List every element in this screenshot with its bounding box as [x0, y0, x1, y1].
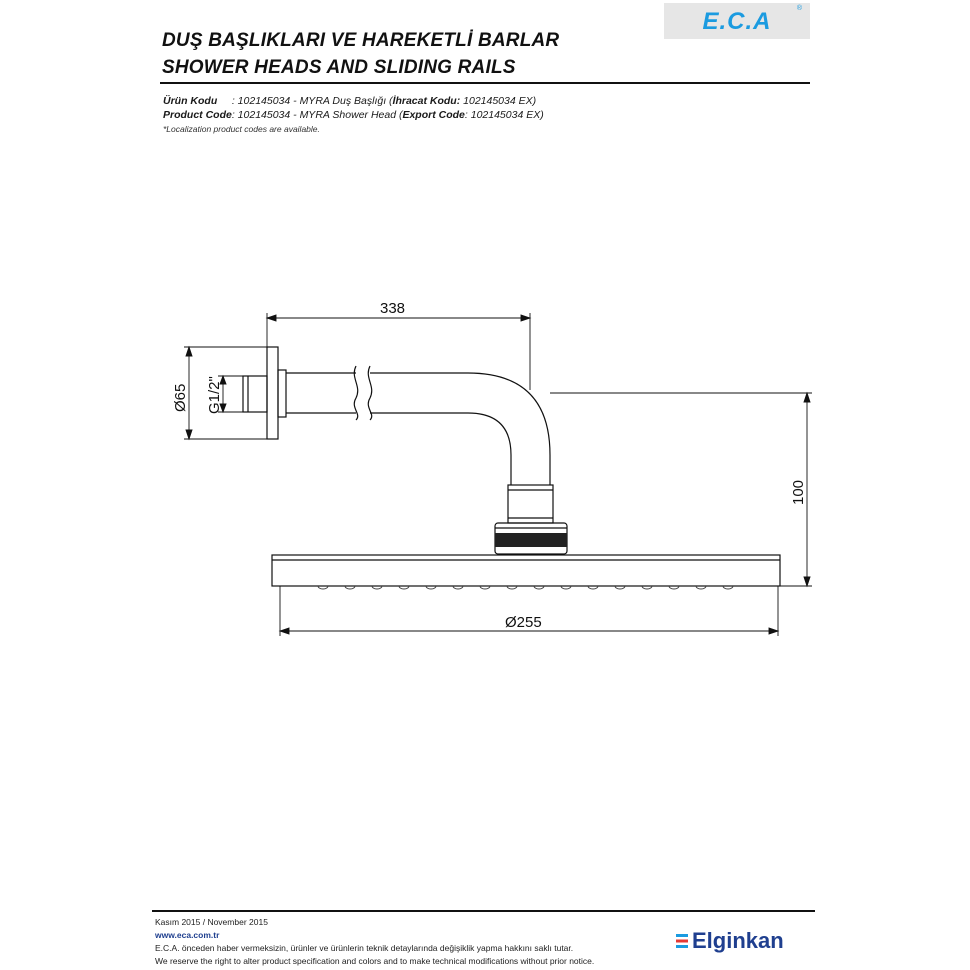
product-code-tr-label: Ürün Kodu — [163, 95, 218, 107]
elginkan-logo — [676, 928, 784, 955]
localization-note: *Localization product codes are available. — [163, 124, 320, 134]
dim-65-label: Ø65 — [172, 383, 189, 412]
thread-connector — [243, 376, 267, 412]
wall-flange — [267, 347, 278, 439]
title-english: SHOWER HEADS AND SLIDING RAILS — [162, 57, 516, 78]
dim-255-label: Ø255 — [505, 614, 542, 631]
export-code-en-value: : 102145034 EX) — [464, 109, 544, 121]
product-code-en-value: : 102145034 - MYRA Shower Head ( — [231, 109, 403, 121]
dim-338-label: 338 — [380, 300, 406, 317]
disclaimer-tr: E.C.A. önceden haber vermeksizin, ürünler ve ürünlerin teknik detaylarında değişiklik yapma hakkını saklı tutar. — [155, 943, 574, 953]
arm-collar — [278, 370, 286, 417]
break-mark — [354, 366, 357, 420]
elginkan-mark-icon — [676, 929, 688, 955]
dim-100-label: 100 — [790, 479, 807, 505]
title-turkish: DUŞ BAŞLIKLARI VE HAREKETLİ BARLAR — [162, 30, 560, 51]
export-code-en-label: Export Code — [402, 109, 465, 121]
joint-band — [495, 533, 567, 547]
elginkan-text: Elginkan — [692, 928, 784, 953]
footer-date: Kasım 2015 / November 2015 — [155, 917, 268, 927]
registered-mark: ® — [796, 5, 802, 12]
footer-rule — [152, 910, 815, 912]
disclaimer-en: We reserve the right to alter product specification and colors and to make technical modifications without prior notice. — [155, 956, 595, 966]
arm-bend — [468, 373, 550, 485]
export-code-tr-value: 102145034 EX) — [460, 95, 537, 107]
dim-thread-label: G1/2" — [206, 376, 223, 414]
website-link[interactable]: www.eca.com.tr — [155, 930, 220, 940]
product-code-en-label: Product Code — [163, 109, 232, 121]
product-code-tr-value: : 102145034 - MYRA Duş Başlığı ( — [231, 95, 393, 107]
eca-logo-text: E.C.A — [702, 8, 772, 35]
swivel-nut — [508, 485, 553, 523]
export-code-tr-label: İhracat Kodu: — [392, 95, 461, 107]
